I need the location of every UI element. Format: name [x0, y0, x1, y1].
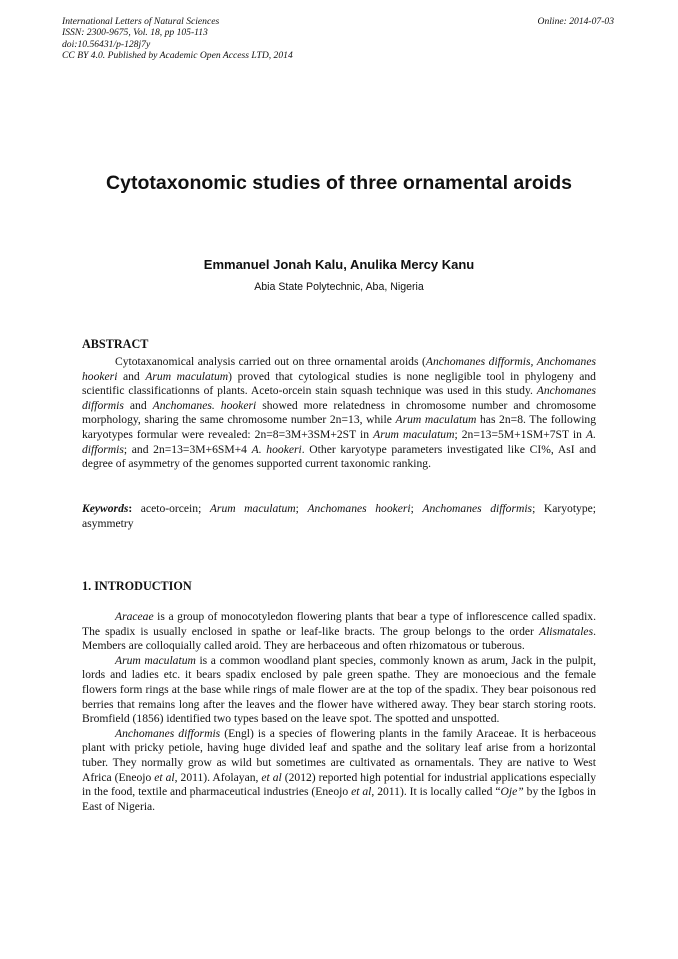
- abstract-body: [82, 355, 596, 472]
- intro-paragraph-2: Arum maculatum is a common woodland plant species, commonly known as arum, Jack in the pulpit, lords and ladies etc. it bears spadix enclosed by pale green spathe. They are monoecious and the female flowers form rings at the base while rings of male flower are at the top of the spadix. They bear poisonous red berries that remains long after the leaves and the flower have withered away. They bear starch storing roots. Bromfield (1856) identified two types based on the leave spot. The spotted and unspotted.: [82, 653, 597, 726]
- online-date: Online: 2014-07-03: [537, 16, 614, 27]
- journal-header: [62, 16, 293, 62]
- introduction-body: [82, 610, 596, 814]
- journal-name: International Letters of Natural Sciences: [62, 16, 220, 27]
- intro-paragraph-3: Anchomanes difformis (Engl) is a species of flowering plants in the family Araceae. It is herbaceous plant with pricky petiole, having huge divided leaf and spathe and the solitary leaf arise from a horizontal tuber. They normally grow as wild but sometimes are cultivated as ornamentals. They are native to West Africa (Eneojo et al, 2011). Afolayan, et al (2012) reported high potential for industrial applications especially in the food, textile and pharmaceutical industries (Eneojo et al, 2011). It is locally called “Oje” by the Igbos in East of Nigeria.: [82, 726, 597, 813]
- journal-issn: ISSN: 2300-9675, Vol. 18, pp 105-113: [62, 27, 208, 39]
- abstract-heading: ABSTRACT: [82, 337, 149, 351]
- abstract-text: Cytotaxanomical analysis carried out on three ornamental aroids (Anchomanes difformis, Anchomanes hookeri and Arum maculatum) proved that cytological studies is none negligible tool in phylogeny and scientific classificationns of plants. Aceto-orcein stain squash technique was used in this study. Anchomanes difformis and Anchomanes. hookeri showed more relatedness in chromosome number and chromosome morphology, sharing the same chromosome number 2n=13, while Arum maculatum has 2n=8. The following karyotypes formular were revealed: 2n=8=3M+3SM+2ST in Arum maculatum; 2n=13=5M+1SM+7ST in A. difformis; and 2n=13=3M+6SM+4 A. hookeri. Other karyotype parameters investigated like CI%, AsI and degree of asymmetry of the genomes supported current taxonomic ranking.: [82, 355, 597, 471]
- journal-license: CC BY 4.0. Published by Academic Open Access LTD, 2014: [62, 50, 293, 62]
- keywords: Keywords: aceto-orcein; Arum maculatum; Anchomanes hookeri; Anchomanes difformis; Karyotype; asymmetry: [82, 502, 596, 530]
- introduction-heading: 1. INTRODUCTION: [82, 579, 192, 593]
- paper-authors: Emmanuel Jonah Kalu, Anulika Mercy Kanu: [203, 257, 475, 272]
- paper-title: Cytotaxonomic studies of three ornamental aroids: [106, 172, 572, 194]
- author-affiliation: Abia State Polytechnic, Aba, Nigeria: [254, 281, 424, 293]
- keywords-label: Keywords: [82, 502, 129, 515]
- journal-doi: doi:10.56431/p-128j7y: [62, 38, 151, 50]
- intro-paragraph-1: Araceae is a group of monocotyledon flowering plants that bear a type of inflorescence called spadix. The spadix is usually enclosed in spathe or leaf-like bracts. The group belongs to the order Alismatales. Members are colloquially called aroid. They are herbaceous and often rhizomatous or tuberous.: [82, 610, 596, 653]
